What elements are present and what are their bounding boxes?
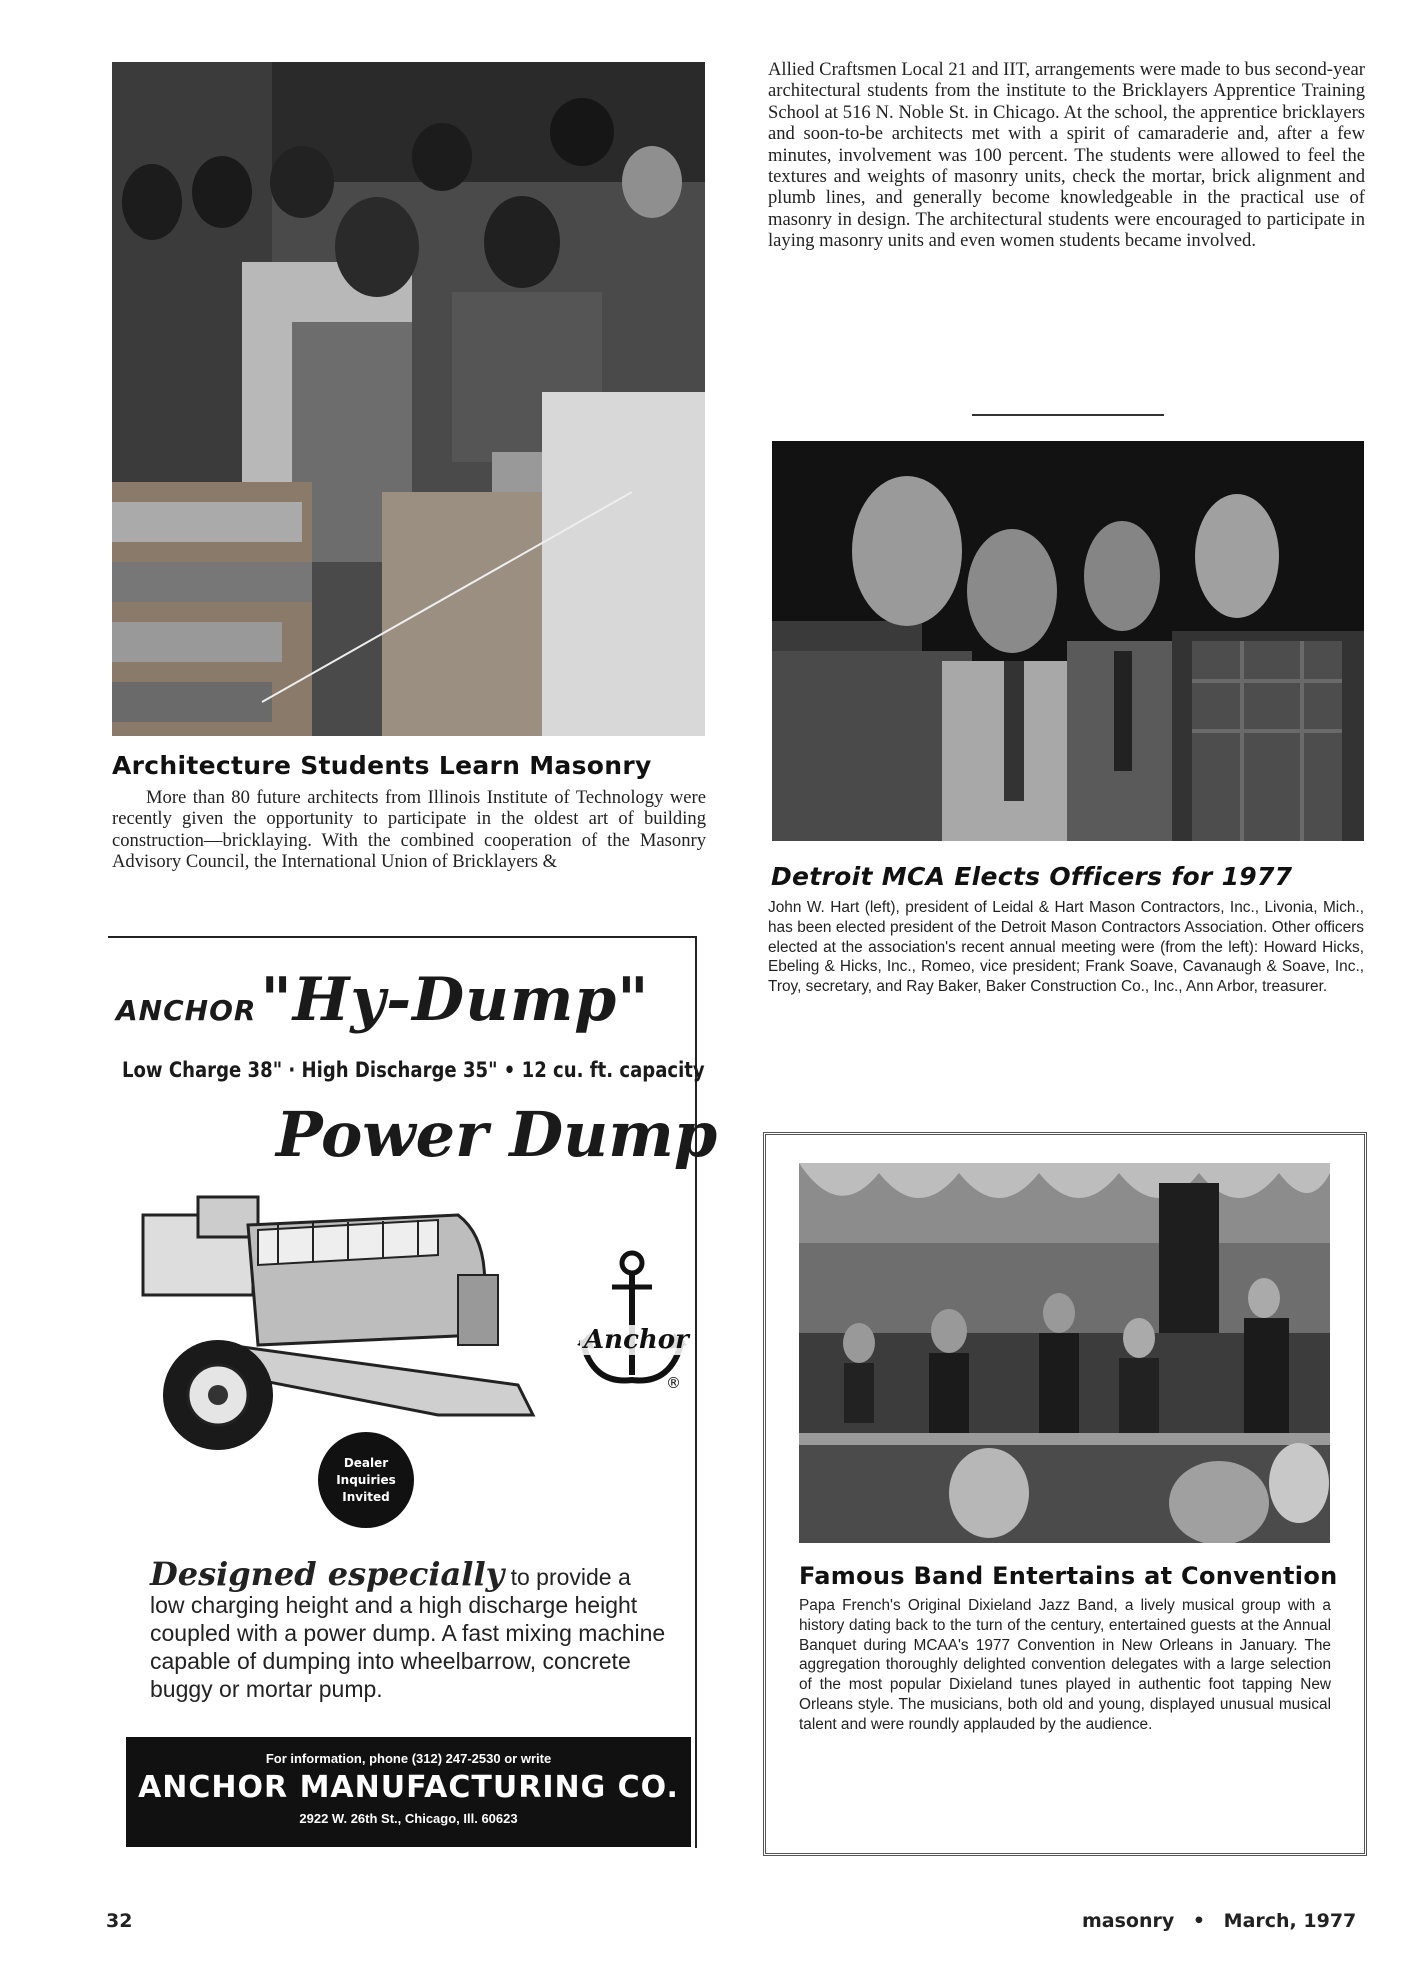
band-headline: Famous Band Entertains at Convention [799, 1562, 1338, 1590]
masonry-class-photo [112, 62, 705, 736]
section-divider [972, 414, 1164, 416]
detroit-officers-photo [772, 441, 1364, 841]
ad-company-name: ANCHOR MANUFACTURING CO. [138, 1770, 679, 1805]
masonry-lead-text: More than 80 future architects from Illinois Institute of Technology were recently given the opportunity to participate in the oldest art of building construction—bricklaying. With the combined cooperation of the Masonry Advisory Council, the International Union of Bricklayers & [112, 787, 706, 873]
anchor-logo [572, 1245, 692, 1395]
ad-brand-small: ANCHOR [116, 994, 257, 1027]
power-dump-mixer-illustration [138, 1185, 558, 1475]
ad-description [150, 1555, 670, 1703]
badge-line-2: Inquiries [336, 1472, 396, 1487]
ad-contact-box [126, 1737, 691, 1847]
registered-mark: ® [666, 1374, 681, 1392]
footer-publication: masonry [1082, 1910, 1175, 1932]
ad-address: 2922 W. 26th St., Chicago, Ill. 60623 [299, 1811, 518, 1826]
masonry-continued-text: Allied Craftsmen Local 21 and IIT, arrangements were made to bus second-year architectural students from the institute to the Bricklayers Apprentice Training School at 516 N. Noble St. in Chicago. At the school, the apprentice bricklayers and soon-to-be architects met with a spirit of camaraderie and, after a few minutes, involvement was 100 percent. The students were allowed to feel the textures and weights of masonry units, check the mortar, brick alignment and plumb lines, and generally become knowledgeable in the practical use of masonry in design. The architectural students were encouraged to participate in laying masonry units and even women students became involved. [768, 59, 1365, 252]
ad-brand-name: "Hy-Dump" [260, 965, 650, 1035]
ad-specs: Low Charge 38" · High Discharge 35" • 12 cu. ft. capacity [122, 1058, 705, 1082]
detroit-body-text: John W. Hart (left), president of Leidal & Hart Mason Contractors, Inc., Livonia, Mich., has been elected president of the Detroit Mason Contractors Association. Other officers elected at the association's recent annual meeting were (from the left): Howard Hicks, Ebeling & Hicks, Inc., Romeo, vice president; Frank Soave, Cavanaugh & Soave, Inc., Troy, secretary, and Ray Baker, Baker Construction Co., Inc., Ann Arbor, treasurer. [768, 899, 1364, 996]
ad-designed-lead: Designed especially [150, 1555, 505, 1593]
band-body-text: Papa French's Original Dixieland Jazz Band, a lively musical group with a history dating back to the turn of the century, entertained guests at the Annual Banquet during MCAA's 1977 Convention in New Orleans in January. The aggregation thoroughly delighted convention delegates with a large selection of the most popular Dixieland tunes played in authentic foot tapping New Orleans style. The musicians, both old and young, displayed unusual musical talent and were roundly applauded by the audience. [799, 1597, 1331, 1733]
page-number: 32 [106, 1910, 133, 1932]
anchor-logo-script: Anchor [580, 1325, 693, 1355]
detroit-headline: Detroit MCA Elects Officers for 1977 [771, 862, 1293, 891]
badge-line-1: Dealer [343, 1455, 389, 1470]
dealer-inquiries-badge [318, 1432, 414, 1528]
badge-line-3: Invited [342, 1489, 390, 1504]
footer-date: March, 1977 [1223, 1910, 1357, 1932]
ad-designed-copy: to provide a low charging height and a high discharge height coupled with a power dump. A fast mixing machine capable of dumping into wheelbarrow, concrete buggy or mortar pump. [150, 1564, 666, 1702]
footer-separator: • [1192, 1910, 1206, 1932]
footer-publication-line [1082, 1910, 1356, 1932]
ad-brand-line [116, 965, 650, 1035]
ad-info-line: For information, phone (312) 247-2530 or write [265, 1751, 552, 1766]
masonry-headline: Architecture Students Learn Masonry [112, 751, 652, 780]
band-stage-photo [799, 1163, 1330, 1543]
ad-product-name: Power Dump [276, 1098, 718, 1171]
